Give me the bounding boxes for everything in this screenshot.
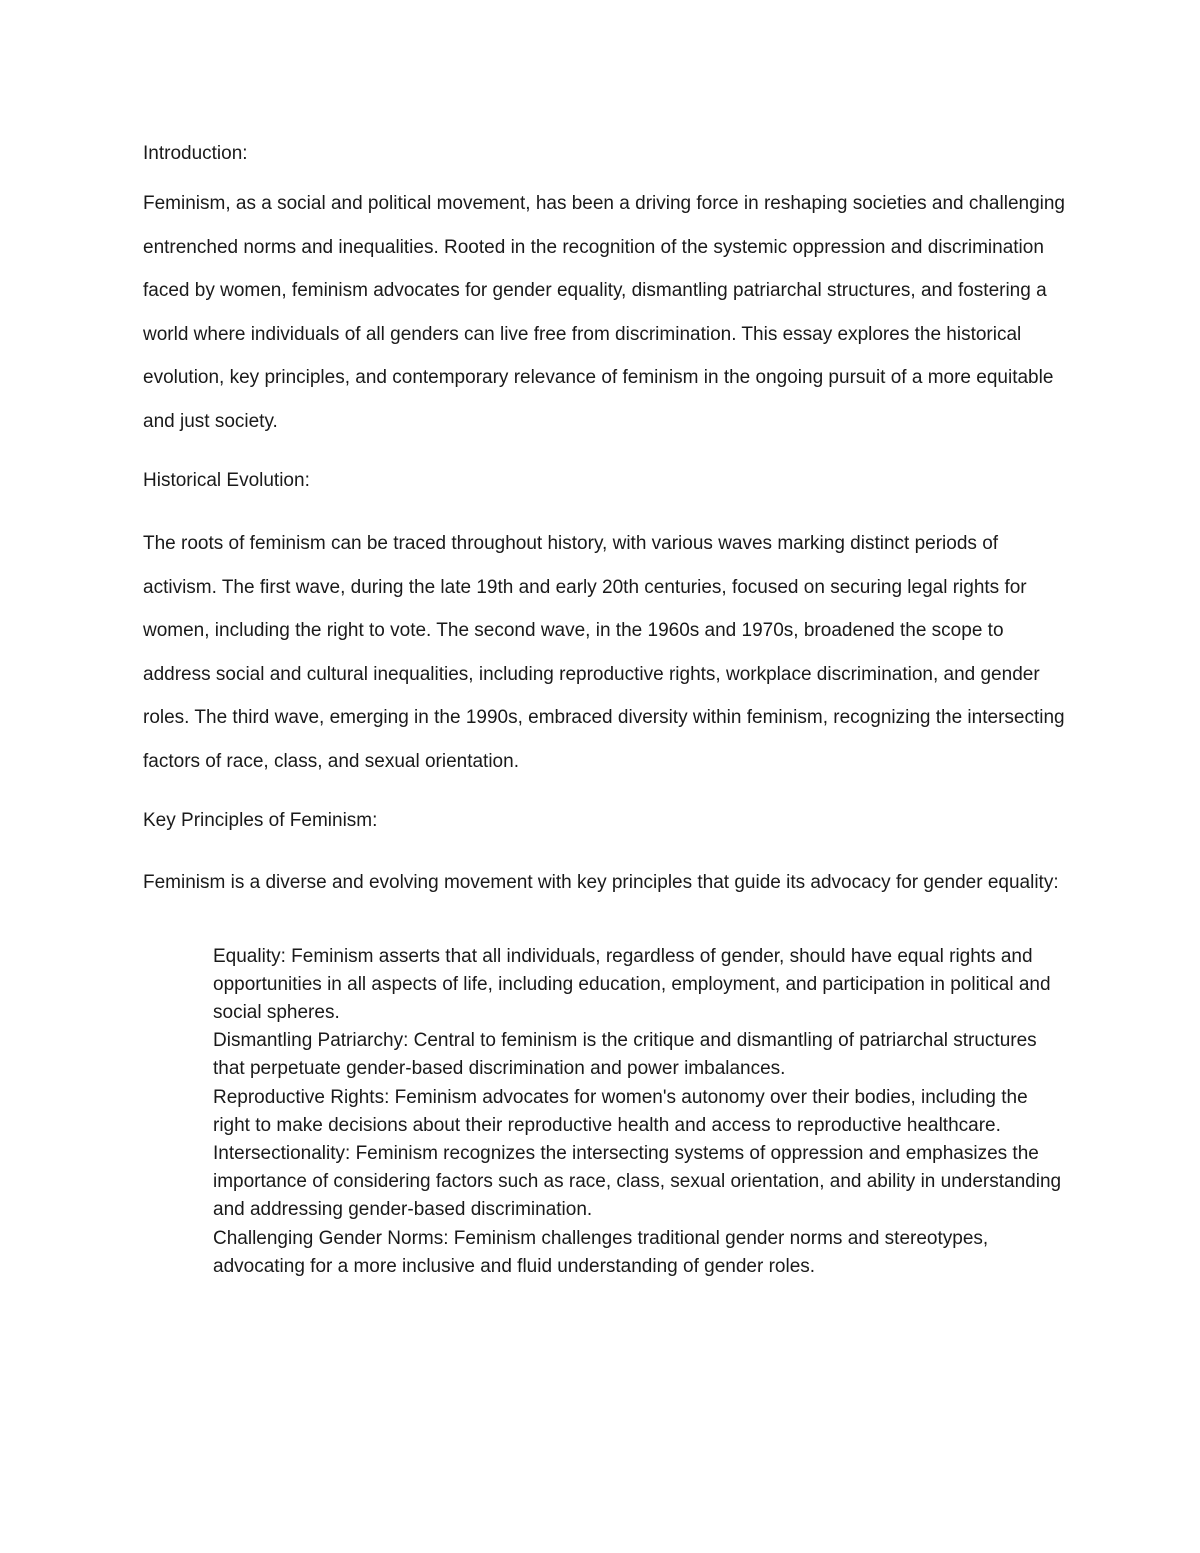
list-item-dismantling-patriarchy: Dismantling Patriarchy: Central to feminism is the critique and dismantling of patriarchal structures that perpetuate gender-based discrimination and power imbalances. (213, 1030, 1037, 1080)
list-item-reproductive-rights: Reproductive Rights: Feminism advocates for women's autonomy over their bodies, including the right to make decisions about their reproductive health and access to reproductive healthcare. (213, 1086, 1028, 1136)
document-body (143, 138, 1068, 1281)
section-heading-key-principles: Key Principles of Feminism: (143, 810, 378, 831)
list-item-equality: Equality: Feminism asserts that all individuals, regardless of gender, should have equal rights and opportunities in all aspects of life, including education, employment, and participation in political and social spheres. (213, 945, 1051, 1023)
list-item-intersectionality: Intersectionality: Feminism recognizes the intersecting systems of oppression and emphasizes the importance of considering factors such as race, class, sexual orientation, and ability in understanding and addressing gender-based discrimination. (213, 1142, 1062, 1221)
principles-list (143, 943, 1068, 1281)
section-heading-historical-evolution: Historical Evolution: (143, 470, 310, 491)
section-paragraph-introduction: Feminism, as a social and political movement, has been a driving force in reshaping societies and challenging entrenched norms and inequalities. Rooted in the recognition of the systemic oppression and discrimination faced by women, feminism advocates for gender equality, dismantling patriarchal structures, and fostering a world where individuals of all genders can live free from discrimination. This essay explores the historical evolution, key principles, and contemporary relevance of feminism in the ongoing pursuit of a more equitable and just society. (143, 193, 1066, 432)
section-heading-introduction: Introduction: (143, 143, 248, 164)
section-paragraph-historical-evolution: The roots of feminism can be traced throughout history, with various waves marking distinct periods of activism. The first wave, during the late 19th and early 20th centuries, focused on securing legal rights for women, including the right to vote. The second wave, in the 1960s and 1970s, broadened the scope to address social and cultural inequalities, including reproductive rights, workplace discrimination, and gender roles. The third wave, emerging in the 1990s, embraced diversity within feminism, recognizing the intersecting factors of race, class, and sexual orientation. (143, 533, 1065, 772)
section-paragraph-key-principles: Feminism is a diverse and evolving movement with key principles that guide its advocacy for gender equality: (143, 872, 1059, 893)
list-item-challenging-gender-norms: Challenging Gender Norms: Feminism challenges traditional gender norms and stereotypes, advocating for a more inclusive and fluid understanding of gender roles. (213, 1227, 989, 1277)
